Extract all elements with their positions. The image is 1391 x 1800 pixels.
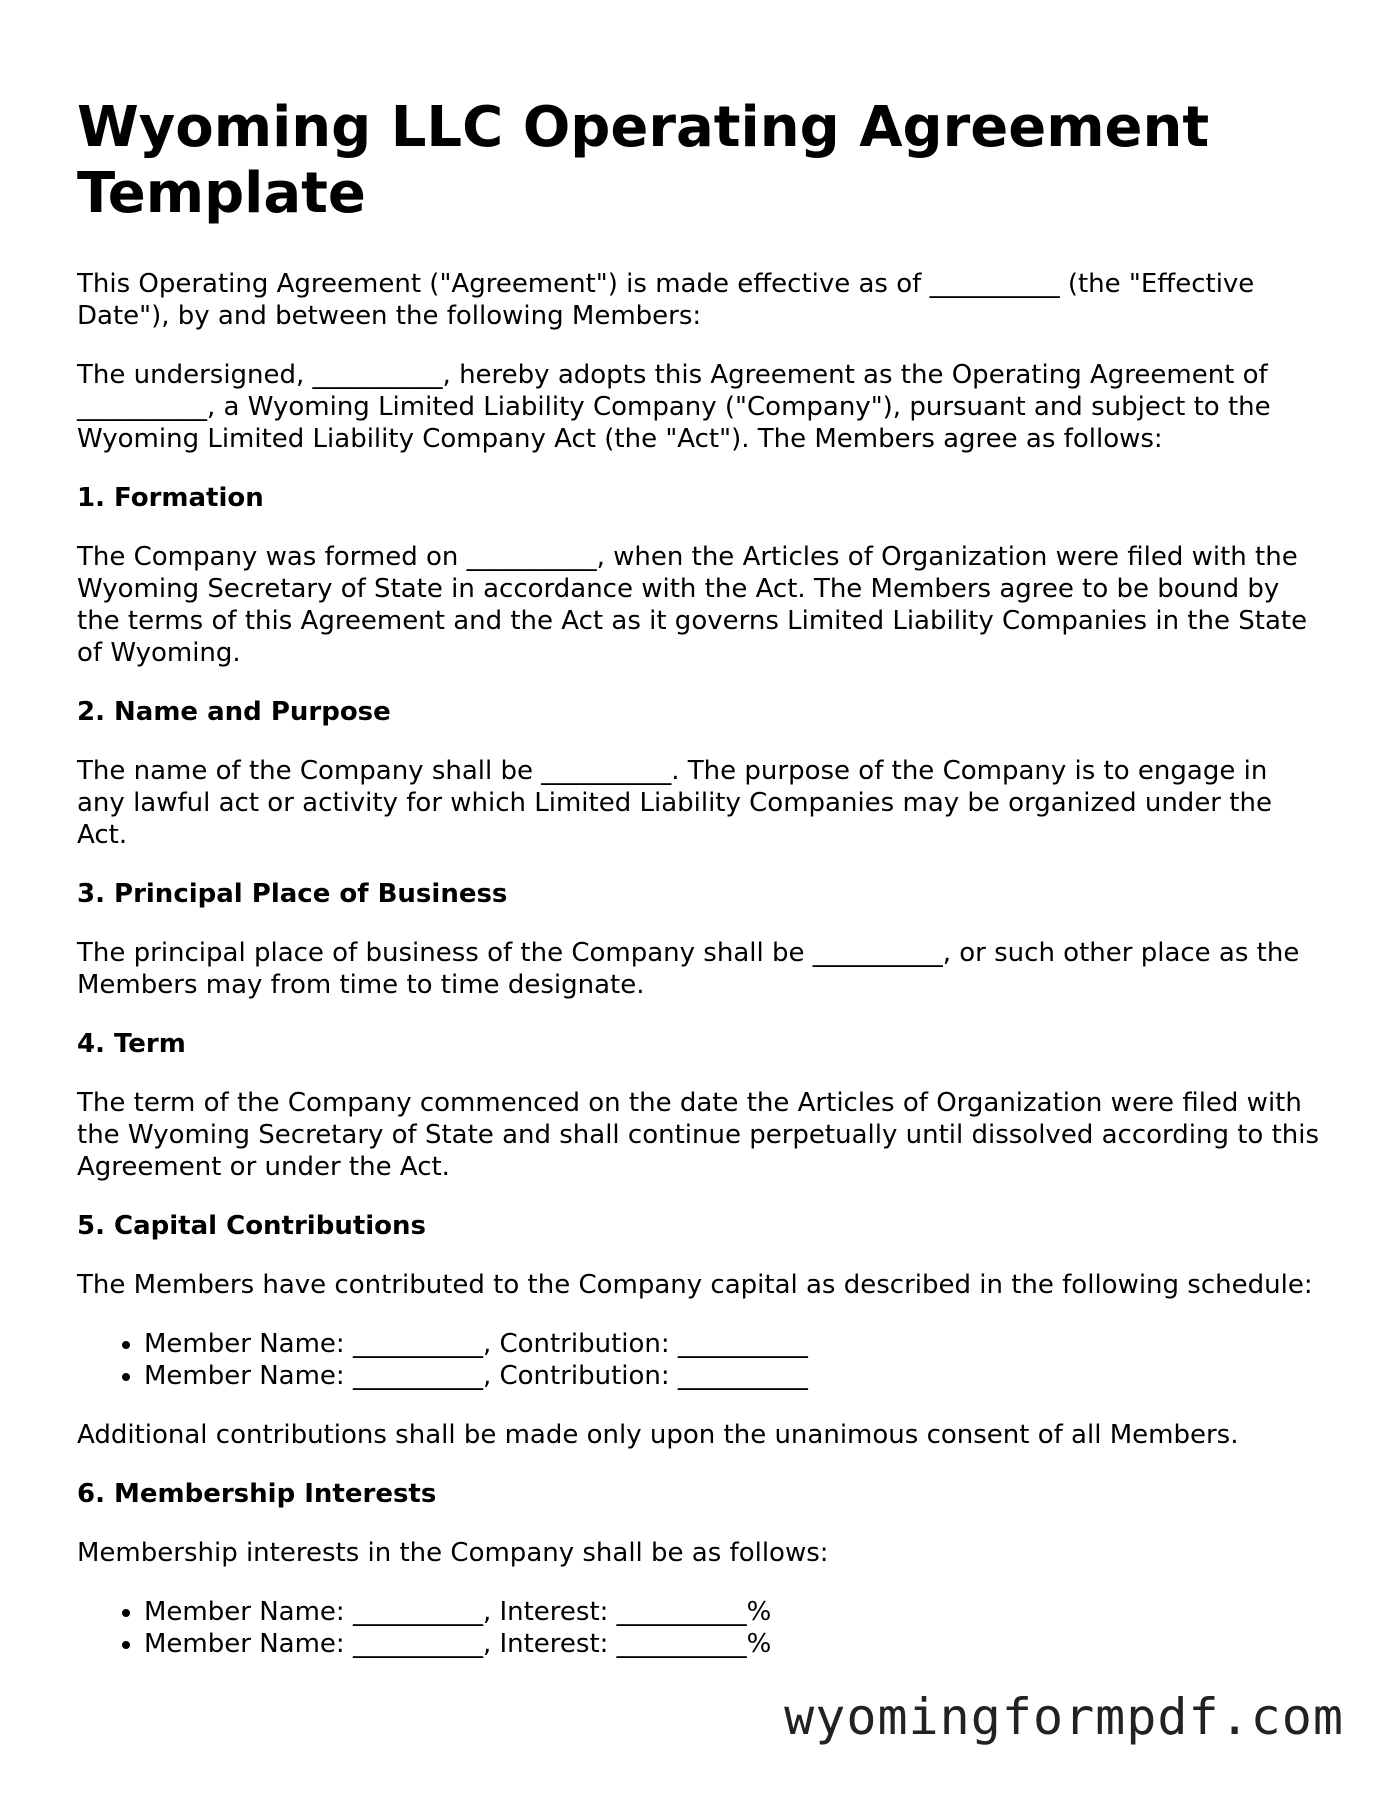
section-body-principal-place: The principal place of business of the Company shall be __________, or such other place as the Members may from time to time designate. bbox=[77, 938, 1300, 1000]
section-body-term: The term of the Company commenced on the date the Articles of Organization were filed with the Wyoming Secretary of State and shall continue perpetually until dissolved according to this Agreement or under the Act. bbox=[77, 1088, 1320, 1182]
section-body-name-purpose: The name of the Company shall be __________. The purpose of the Company is to engage in any lawful act or activity for which Limited Liability Companies may be organized under the Act. bbox=[77, 756, 1272, 850]
section-heading-formation: 1. Formation bbox=[77, 483, 264, 513]
document-content bbox=[77, 95, 1322, 1687]
section-heading-capital-contributions: 5. Capital Contributions bbox=[77, 1211, 427, 1241]
section-heading-term: 4. Term bbox=[77, 1029, 186, 1059]
list-item: • Member Name: __________, Interest: __________% bbox=[144, 1596, 1322, 1628]
document-title: Wyoming LLC Operating Agreement Template bbox=[77, 95, 1210, 226]
intro-paragraph: This Operating Agreement ("Agreement") is made effective as of __________ (the "Effective Date"), by and between the following Members: bbox=[77, 269, 1255, 331]
section-body-formation: The Company was formed on __________, when the Articles of Organization were filed with the Wyoming Secretary of State in accordance with the Act. The Members agree to be bound by the terms of this Agreement and the Act as it governs Limited Liability Companies in the State of Wyoming. bbox=[77, 542, 1308, 668]
interest-list bbox=[77, 1596, 1322, 1660]
section-body-membership-interests: Membership interests in the Company shall be as follows: bbox=[77, 1538, 829, 1568]
list-item: • Member Name: __________, Contribution: __________ bbox=[144, 1328, 1322, 1360]
section-heading-principal-place: 3. Principal Place of Business bbox=[77, 879, 508, 909]
section-note-capital-contributions: Additional contributions shall be made only upon the unanimous consent of all Members. bbox=[77, 1420, 1239, 1450]
section-heading-name-purpose: 2. Name and Purpose bbox=[77, 697, 391, 727]
list-item: • Member Name: __________, Interest: __________% bbox=[144, 1628, 1322, 1660]
contribution-list bbox=[77, 1328, 1322, 1392]
intro-paragraph: The undersigned, __________, hereby adopts this Agreement as the Operating Agreement of __________, a Wyoming Limited Liability Company ("Company"), pursuant and subject to the Wyoming Limited Liability Company Act (the "Act"). The Members agree as follows: bbox=[77, 360, 1271, 454]
list-item: • Member Name: __________, Contribution: __________ bbox=[144, 1360, 1322, 1392]
section-body-capital-contributions: The Members have contributed to the Company capital as described in the following schedule: bbox=[77, 1270, 1313, 1300]
watermark: wyomingformpdf.com bbox=[784, 1688, 1344, 1746]
section-heading-membership-interests: 6. Membership Interests bbox=[77, 1479, 437, 1509]
